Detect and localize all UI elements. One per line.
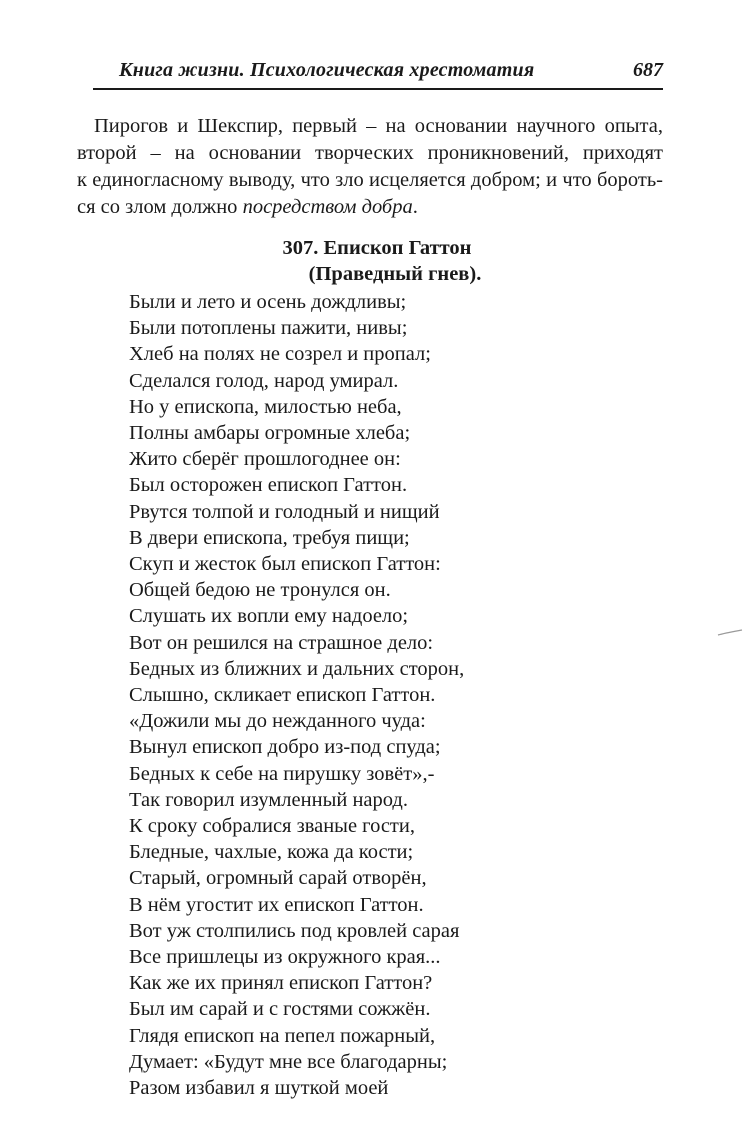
poem-line: Рвутся толпой и голодный и нищий [129,500,440,523]
poem-line: К сроку собралися званые гости, [129,815,415,838]
poem-line: Были потоплены пажити, нивы; [129,317,408,340]
section-heading: 307. Епископ Гаттон [282,237,472,259]
poem-line: Сделался голод, народ умирал. [129,369,399,392]
intro-line [77,194,663,221]
poem-line: Как же их принял епископ Гаттон? [129,972,433,995]
poem-line: Вот уж столпились под кровлей сарая [129,919,460,942]
poem-line: Все пришлецы из окружного края... [129,946,441,969]
poem-line: Хлеб на полях не созрел и пропал; [129,343,431,366]
poem-line: В нём угостит их епископ Гаттон. [129,893,424,916]
poem-line: Глядя епископ на пепел пожарный, [129,1024,436,1047]
poem-line: Был им сарай и с гостями сожжён. [129,998,431,1021]
page-number: 687 [633,59,663,81]
scan-smudge [717,628,743,638]
running-header [93,52,663,92]
poem-line: В двери епископа, требуя пищи; [129,526,410,549]
poem [129,289,464,1101]
intro-paragraph [77,113,663,221]
section-subheading: (Праведный гнев). [308,263,482,285]
poem-line: Был осторожен епископ Гаттон. [129,474,408,497]
poem-line: Старый, огромный сарай отворён, [129,867,427,890]
intro-line: к единогласному выводу, что зло исцеляется добром; и что бороть- [77,169,663,191]
poem-line: Слушать их вопли ему надоело; [129,605,409,628]
poem-line: Полны амбары огромные хлеба; [129,422,411,445]
intro-line: второй – на основании творческих проникновений, приходят [77,142,663,164]
poem-line: Общей бедою не тронулся он. [129,579,391,602]
poem-line: Разом избавил я шуткой моей [129,1077,389,1100]
poem-line: Думает: «Будут мне все благодарны; [129,1050,448,1073]
poem-line: Скуп и жесток был епископ Гаттон: [129,553,441,576]
intro-line-text: ся со злом должно [77,196,243,218]
poem-line: «Дожили мы до нежданного чуда: [129,710,426,733]
intro-emphasis: посредством добра [242,196,413,218]
poem-line: Бедных из ближних и дальних сторон, [129,657,465,680]
poem-line: Но у епископа, милостью неба, [129,395,402,418]
running-header-title: Книга жизни. Психологическая хрестоматия [119,59,535,81]
poem-line: Вот он решился на страшное дело: [129,631,434,654]
header-rule [93,88,663,90]
poem-line: Были и лето и осень дождливы; [129,291,407,313]
poem-line: Жито сберёг прошлогоднее он: [129,448,401,471]
poem-line: Вынул епископ добро из-под спуда; [129,736,441,759]
intro-line-end: . [412,196,418,218]
intro-line: Пирогов и Шекспир, первый – на основании научного опыта, [94,115,663,137]
poem-line: Слышно, скликает епископ Гаттон. [129,684,436,707]
poem-line: Бледные, чахлые, кожа да кости; [129,841,414,864]
poem-line: Бедных к себе на пирушку зовёт»,- [129,762,435,785]
poem-line: Так говорил изумленный народ. [129,788,408,811]
